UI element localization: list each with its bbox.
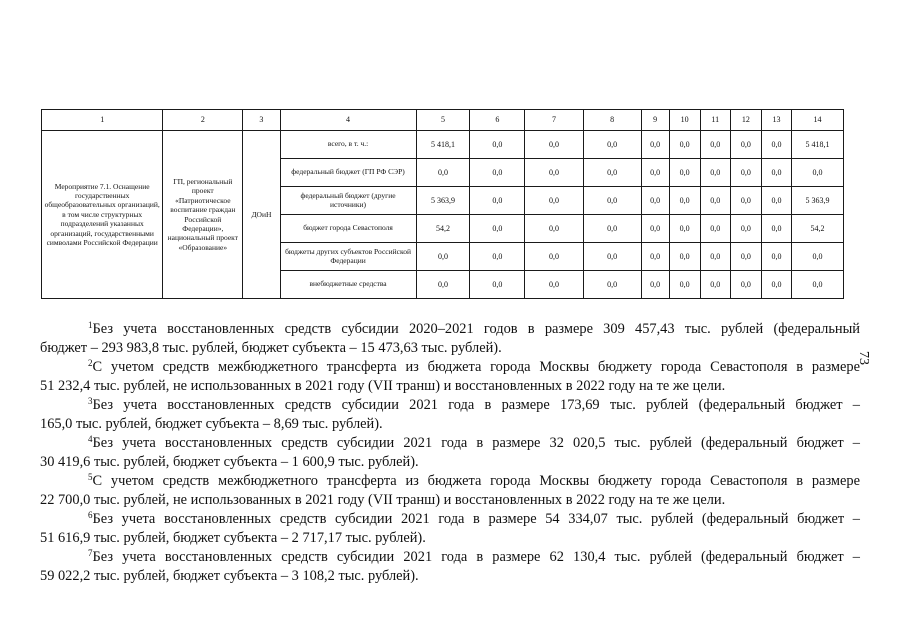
column-header: 10 — [669, 110, 700, 131]
value-cell: 0,0 — [525, 243, 583, 271]
value-cell: 0,0 — [525, 215, 583, 243]
value-cell: 0,0 — [700, 215, 730, 243]
value-cell: 0,0 — [525, 271, 583, 299]
footnote-text: Без учета восстановленных средств субсидии 2021 года в размере 62 130,4 тыс. рублей (федеральный бюджет – — [92, 549, 860, 565]
value-cell: 0,0 — [792, 159, 844, 187]
value-cell: 0,0 — [730, 271, 761, 299]
value-cell: 0,0 — [792, 271, 844, 299]
value-cell: 54,2 — [792, 215, 844, 243]
footnote-continuation: 51 616,9 тыс. рублей, бюджет субъекта – 2 717,17 тыс. рублей). — [40, 530, 426, 546]
value-cell: 0,0 — [641, 215, 669, 243]
value-cell: 0,0 — [470, 215, 525, 243]
footnote — [40, 434, 860, 472]
value-cell: 0,0 — [761, 243, 791, 271]
column-header: 4 — [280, 110, 416, 131]
footnote-text: Без учета восстановленных средств субсидии 2021 года в размере 54 334,07 тыс. рублей (федеральный бюджет – — [92, 511, 860, 527]
value-cell: 54,2 — [416, 215, 470, 243]
value-cell: 0,0 — [700, 131, 730, 159]
value-cell: 0,0 — [730, 131, 761, 159]
value-cell: 5 418,1 — [792, 131, 844, 159]
column-header: 13 — [761, 110, 791, 131]
footnote-number: 1 — [88, 320, 93, 330]
value-cell: 0,0 — [792, 243, 844, 271]
value-cell: 0,0 — [669, 271, 700, 299]
value-cell: 0,0 — [470, 131, 525, 159]
value-cell: 0,0 — [669, 131, 700, 159]
value-cell: 5 363,9 — [792, 187, 844, 215]
value-cell: 0,0 — [730, 243, 761, 271]
footnote-number: 7 — [88, 548, 93, 558]
value-cell: 0,0 — [525, 131, 583, 159]
value-cell: 0,0 — [700, 243, 730, 271]
value-cell: 0,0 — [761, 271, 791, 299]
value-cell: 0,0 — [700, 159, 730, 187]
value-cell: 0,0 — [669, 243, 700, 271]
footnote-text: Без учета восстановленных средств субсидии 2021 года в размере 32 020,5 тыс. рублей (федеральный бюджет – — [92, 435, 860, 451]
value-cell: 0,0 — [669, 187, 700, 215]
value-cell: 0,0 — [525, 159, 583, 187]
footnote — [40, 472, 860, 510]
column-header: 7 — [525, 110, 583, 131]
value-cell: 0,0 — [730, 159, 761, 187]
footnote-text: Без учета восстановленных средств субсидии 2021 года в размере 173,69 тыс. рублей (федеральный бюджет – — [92, 397, 860, 413]
measure-cell: Мероприятие 7.1. Оснащение государственных общеобразовательных организаций, в том числе структурных подразделений указанных организаций, государственными символами Российской Федерации — [42, 131, 163, 299]
value-cell: 5 418,1 — [416, 131, 470, 159]
value-cell: 0,0 — [583, 159, 641, 187]
footnote — [40, 358, 860, 396]
value-cell: 0,0 — [761, 215, 791, 243]
funding-table — [41, 109, 844, 299]
program-cell: ГП, региональный проект «Патриотическое воспитание граждан Российской Федерации», национальный проект «Образование» — [163, 131, 243, 299]
value-cell: 0,0 — [700, 271, 730, 299]
value-cell: 0,0 — [641, 243, 669, 271]
column-header: 3 — [243, 110, 280, 131]
value-cell: 0,0 — [641, 131, 669, 159]
value-cell: 0,0 — [583, 215, 641, 243]
funding-source-cell: федеральный бюджет (другие источники) — [280, 187, 416, 215]
value-cell: 0,0 — [583, 243, 641, 271]
column-header: 9 — [641, 110, 669, 131]
value-cell: 0,0 — [583, 187, 641, 215]
footnote-continuation: 165,0 тыс. рублей, бюджет субъекта – 8,69 тыс. рублей). — [40, 416, 383, 432]
value-cell: 0,0 — [583, 271, 641, 299]
footnote-line — [88, 510, 860, 529]
value-cell: 0,0 — [669, 215, 700, 243]
footnote-line — [88, 358, 860, 377]
column-header: 14 — [792, 110, 844, 131]
footnotes — [40, 320, 860, 586]
funding-source-cell: бюджеты других субъектов Российской Федерации — [280, 243, 416, 271]
footnote-text: Без учета восстановленных средств субсидии 2020–2021 годов в размере 309 457,43 тыс. рублей (федеральный — [92, 321, 860, 337]
value-cell: 0,0 — [470, 243, 525, 271]
footnote-number: 3 — [88, 396, 93, 406]
footnote-number: 4 — [88, 434, 93, 444]
footnote-line — [88, 434, 860, 453]
footnote-continuation: 30 419,6 тыс. рублей, бюджет субъекта – 1 600,9 тыс. рублей). — [40, 454, 419, 470]
value-cell: 0,0 — [761, 159, 791, 187]
footnote-continuation: 59 022,2 тыс. рублей, бюджет субъекта – 3 108,2 тыс. рублей). — [40, 568, 419, 584]
value-cell: 0,0 — [470, 187, 525, 215]
column-header: 1 — [42, 110, 163, 131]
footnote-line — [88, 320, 860, 339]
header-row — [42, 110, 844, 131]
footnote-number: 6 — [88, 510, 93, 520]
column-header: 8 — [583, 110, 641, 131]
value-cell: 0,0 — [583, 131, 641, 159]
value-cell: 0,0 — [669, 159, 700, 187]
footnote-text: С учетом средств межбюджетного трансферта из бюджета города Москвы бюджету города Севастополя в размере — [92, 359, 860, 375]
funding-source-cell: бюджет города Севастополя — [280, 215, 416, 243]
footnote — [40, 510, 860, 548]
value-cell: 0,0 — [641, 159, 669, 187]
page-number: 73 — [856, 351, 871, 365]
value-cell: 5 363,9 — [416, 187, 470, 215]
footnote-line — [88, 548, 860, 567]
value-cell: 0,0 — [700, 187, 730, 215]
footnote-line — [88, 472, 860, 491]
column-header: 5 — [416, 110, 470, 131]
value-cell: 0,0 — [730, 215, 761, 243]
funding-source-cell: федеральный бюджет (ГП РФ СЭР) — [280, 159, 416, 187]
footnote-number: 2 — [88, 358, 93, 368]
footnote-line — [88, 396, 860, 415]
value-cell: 0,0 — [761, 187, 791, 215]
value-cell: 0,0 — [470, 159, 525, 187]
value-cell: 0,0 — [416, 159, 470, 187]
value-cell: 0,0 — [416, 271, 470, 299]
value-cell: 0,0 — [730, 187, 761, 215]
value-cell: 0,0 — [761, 131, 791, 159]
footnote — [40, 320, 860, 358]
footnote-text: С учетом средств межбюджетного трансферта из бюджета города Москвы бюджету города Севастополя в размере — [92, 473, 860, 489]
funding-source-cell: всего, в т. ч.: — [280, 131, 416, 159]
funding-source-cell: внебюджетные средства — [280, 271, 416, 299]
footnote-continuation: бюджет – 293 983,8 тыс. рублей, бюджет субъекта – 15 473,63 тыс. рублей). — [40, 340, 502, 356]
value-cell: 0,0 — [641, 187, 669, 215]
footnote — [40, 548, 860, 586]
footnote-number: 5 — [88, 472, 93, 482]
value-cell: 0,0 — [641, 271, 669, 299]
table-row — [42, 131, 844, 159]
footnote — [40, 396, 860, 434]
footnote-continuation: 22 700,0 тыс. рублей, не использованных в 2021 году (VII транш) и восстановленных в 2022 году на те же цели. — [40, 492, 726, 508]
value-cell: 0,0 — [416, 243, 470, 271]
column-header: 11 — [700, 110, 730, 131]
footnote-continuation: 51 232,4 тыс. рублей, не использованных в 2021 году (VII транш) и восстановленных в 2022 году на те же цели. — [40, 378, 726, 394]
value-cell: 0,0 — [525, 187, 583, 215]
value-cell: 0,0 — [470, 271, 525, 299]
column-header: 6 — [470, 110, 525, 131]
column-header: 12 — [730, 110, 761, 131]
executor-cell: ДОиН — [243, 131, 280, 299]
column-header: 2 — [163, 110, 243, 131]
